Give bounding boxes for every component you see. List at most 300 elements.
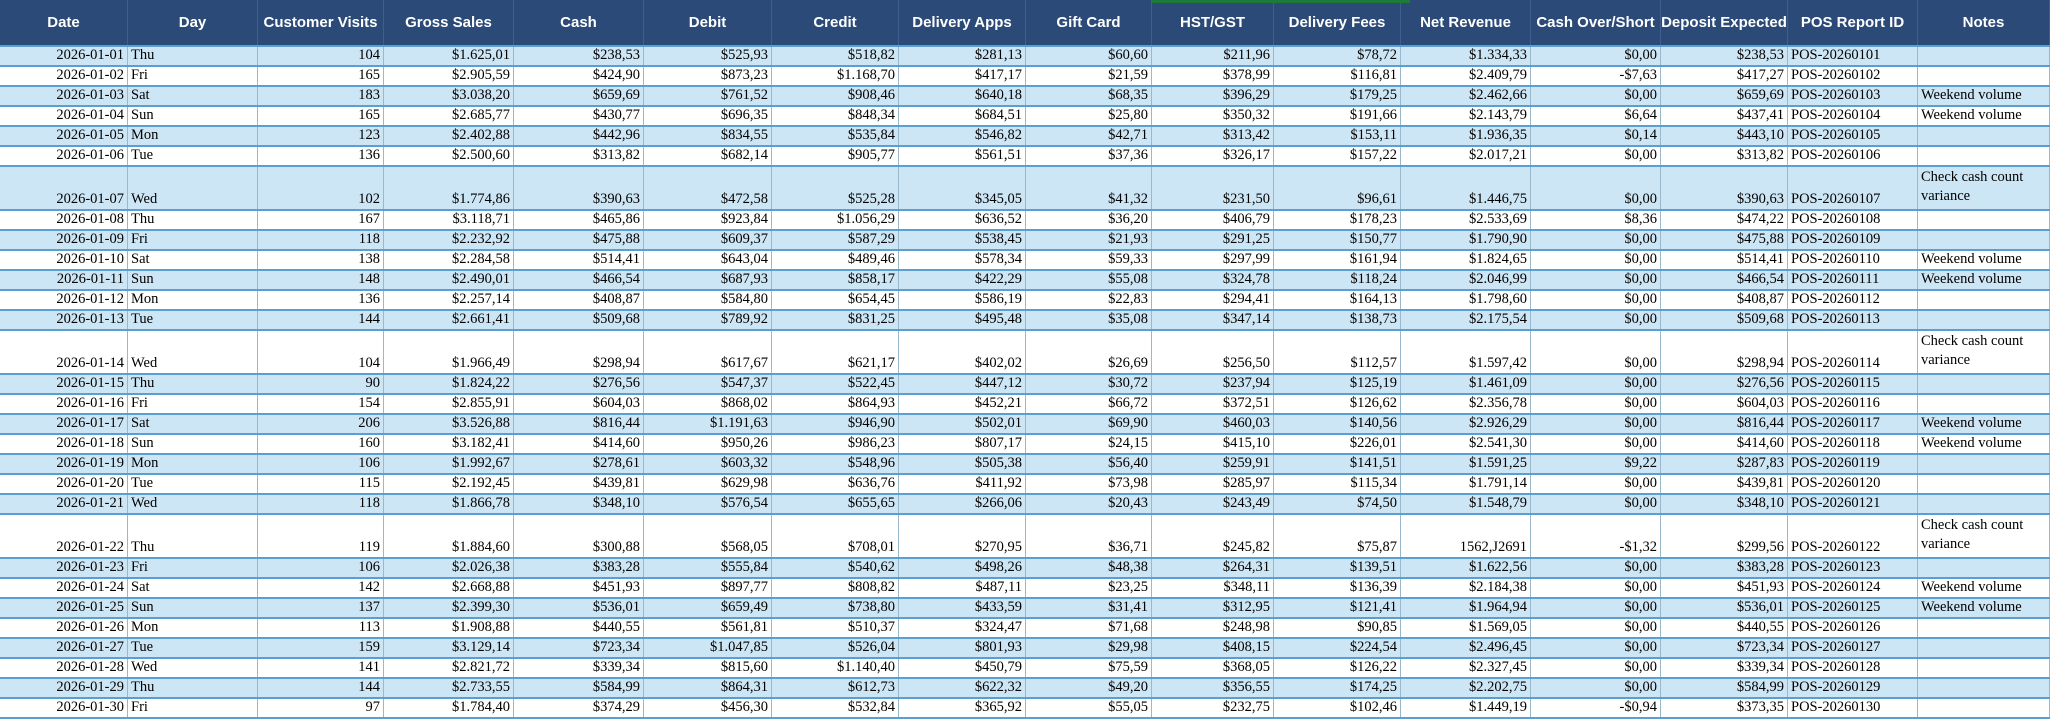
cell-gift-card[interactable]: $68,35 — [1026, 87, 1152, 105]
cell-delivery-fees[interactable]: $164,13 — [1274, 291, 1401, 309]
cell-gift-card[interactable]: $42,71 — [1026, 127, 1152, 145]
cell-cash-over-short[interactable]: $9,22 — [1531, 455, 1661, 473]
cell-notes[interactable] — [1918, 559, 2050, 577]
cell-hst-gst[interactable]: $406,79 — [1152, 211, 1274, 229]
cell-cash-over-short[interactable]: -$7,63 — [1531, 67, 1661, 85]
cell-gift-card[interactable]: $69,90 — [1026, 415, 1152, 433]
cell-credit[interactable]: $636,76 — [772, 475, 899, 493]
cell-delivery-fees[interactable]: $140,56 — [1274, 415, 1401, 433]
cell-net-revenue[interactable]: 1562,J2691 — [1401, 515, 1531, 557]
cell-date[interactable]: 2026-01-07 — [0, 167, 128, 209]
cell-gross-sales[interactable]: $2.402,88 — [384, 127, 514, 145]
cell-cash-over-short[interactable]: $0,00 — [1531, 87, 1661, 105]
cell-cash-over-short[interactable]: $0,00 — [1531, 231, 1661, 249]
cell-gross-sales[interactable]: $1.884,60 — [384, 515, 514, 557]
cell-cash[interactable]: $424,90 — [514, 67, 644, 85]
cell-pos-report-id[interactable]: POS-20260123 — [1788, 559, 1918, 577]
cell-pos-report-id[interactable]: POS-20260108 — [1788, 211, 1918, 229]
cell-credit[interactable]: $525,28 — [772, 167, 899, 209]
cell-credit[interactable]: $535,84 — [772, 127, 899, 145]
cell-net-revenue[interactable]: $2.926,29 — [1401, 415, 1531, 433]
cell-cash[interactable]: $374,29 — [514, 699, 644, 717]
cell-debit[interactable]: $659,49 — [644, 599, 772, 617]
cell-cash[interactable]: $408,87 — [514, 291, 644, 309]
cell-cash-over-short[interactable]: $0,00 — [1531, 311, 1661, 329]
cell-delivery-fees[interactable]: $126,22 — [1274, 659, 1401, 677]
column-header-gift-card[interactable]: Gift Card — [1026, 0, 1152, 45]
cell-cash[interactable]: $659,69 — [514, 87, 644, 105]
cell-delivery-fees[interactable]: $136,39 — [1274, 579, 1401, 597]
cell-gift-card[interactable]: $71,68 — [1026, 619, 1152, 637]
cell-gross-sales[interactable]: $3.118,71 — [384, 211, 514, 229]
column-header-delivery-apps[interactable]: Delivery Apps — [899, 0, 1026, 45]
cell-notes[interactable]: Weekend volume — [1918, 107, 2050, 125]
cell-gift-card[interactable]: $31,41 — [1026, 599, 1152, 617]
cell-cash[interactable]: $723,34 — [514, 639, 644, 657]
cell-hst-gst[interactable]: $396,29 — [1152, 87, 1274, 105]
cell-gift-card[interactable]: $29,98 — [1026, 639, 1152, 657]
cell-delivery-fees[interactable]: $178,23 — [1274, 211, 1401, 229]
cell-notes[interactable] — [1918, 619, 2050, 637]
cell-gross-sales[interactable]: $3.526,88 — [384, 415, 514, 433]
cell-credit[interactable]: $621,17 — [772, 331, 899, 373]
cell-delivery-fees[interactable]: $90,85 — [1274, 619, 1401, 637]
cell-debit[interactable]: $576,54 — [644, 495, 772, 513]
cell-net-revenue[interactable]: $2.175,54 — [1401, 311, 1531, 329]
cell-customer-visits[interactable]: 160 — [258, 435, 384, 453]
cell-customer-visits[interactable]: 167 — [258, 211, 384, 229]
cell-cash-over-short[interactable]: $0,00 — [1531, 659, 1661, 677]
cell-gross-sales[interactable]: $2.232,92 — [384, 231, 514, 249]
cell-debit[interactable]: $1.047,85 — [644, 639, 772, 657]
cell-debit[interactable]: $761,52 — [644, 87, 772, 105]
cell-cash[interactable]: $430,77 — [514, 107, 644, 125]
cell-day[interactable]: Fri — [128, 559, 258, 577]
cell-pos-report-id[interactable]: POS-20260130 — [1788, 699, 1918, 717]
cell-deposit-expected[interactable]: $723,34 — [1661, 639, 1788, 657]
cell-delivery-fees[interactable]: $139,51 — [1274, 559, 1401, 577]
cell-delivery-fees[interactable]: $126,62 — [1274, 395, 1401, 413]
cell-date[interactable]: 2026-01-30 — [0, 699, 128, 717]
cell-gross-sales[interactable]: $1.774,86 — [384, 167, 514, 209]
cell-cash-over-short[interactable]: $0,00 — [1531, 599, 1661, 617]
cell-delivery-apps[interactable]: $505,38 — [899, 455, 1026, 473]
column-header-pos-report-id[interactable]: POS Report ID — [1788, 0, 1918, 45]
cell-deposit-expected[interactable]: $474,22 — [1661, 211, 1788, 229]
cell-debit[interactable]: $923,84 — [644, 211, 772, 229]
cell-debit[interactable]: $525,93 — [644, 47, 772, 65]
cell-deposit-expected[interactable]: $439,81 — [1661, 475, 1788, 493]
cell-pos-report-id[interactable]: POS-20260119 — [1788, 455, 1918, 473]
cell-customer-visits[interactable]: 104 — [258, 331, 384, 373]
cell-cash[interactable]: $300,88 — [514, 515, 644, 557]
cell-delivery-fees[interactable]: $116,81 — [1274, 67, 1401, 85]
cell-pos-report-id[interactable]: POS-20260112 — [1788, 291, 1918, 309]
cell-delivery-apps[interactable]: $270,95 — [899, 515, 1026, 557]
cell-date[interactable]: 2026-01-10 — [0, 251, 128, 269]
cell-date[interactable]: 2026-01-03 — [0, 87, 128, 105]
cell-debit[interactable]: $834,55 — [644, 127, 772, 145]
cell-date[interactable]: 2026-01-18 — [0, 435, 128, 453]
cell-notes[interactable]: Weekend volume — [1918, 415, 2050, 433]
cell-delivery-apps[interactable]: $561,51 — [899, 147, 1026, 165]
cell-pos-report-id[interactable]: POS-20260125 — [1788, 599, 1918, 617]
cell-pos-report-id[interactable]: POS-20260117 — [1788, 415, 1918, 433]
cell-cash-over-short[interactable]: $0,00 — [1531, 395, 1661, 413]
cell-cash-over-short[interactable]: $0,00 — [1531, 559, 1661, 577]
column-header-debit[interactable]: Debit — [644, 0, 772, 45]
cell-cash-over-short[interactable]: $6,64 — [1531, 107, 1661, 125]
cell-notes[interactable] — [1918, 231, 2050, 249]
cell-gift-card[interactable]: $26,69 — [1026, 331, 1152, 373]
cell-day[interactable]: Mon — [128, 619, 258, 637]
cell-hst-gst[interactable]: $291,25 — [1152, 231, 1274, 249]
cell-date[interactable]: 2026-01-12 — [0, 291, 128, 309]
cell-hst-gst[interactable]: $372,51 — [1152, 395, 1274, 413]
cell-deposit-expected[interactable]: $287,83 — [1661, 455, 1788, 473]
cell-cash[interactable]: $276,56 — [514, 375, 644, 393]
cell-delivery-fees[interactable]: $125,19 — [1274, 375, 1401, 393]
cell-customer-visits[interactable]: 136 — [258, 291, 384, 309]
cell-debit[interactable]: $603,32 — [644, 455, 772, 473]
cell-gross-sales[interactable]: $2.668,88 — [384, 579, 514, 597]
cell-delivery-fees[interactable]: $174,25 — [1274, 679, 1401, 697]
cell-deposit-expected[interactable]: $238,53 — [1661, 47, 1788, 65]
cell-customer-visits[interactable]: 165 — [258, 107, 384, 125]
cell-pos-report-id[interactable]: POS-20260126 — [1788, 619, 1918, 637]
cell-day[interactable]: Thu — [128, 375, 258, 393]
cell-delivery-apps[interactable]: $433,59 — [899, 599, 1026, 617]
cell-cash[interactable]: $584,99 — [514, 679, 644, 697]
cell-net-revenue[interactable]: $2.202,75 — [1401, 679, 1531, 697]
cell-delivery-apps[interactable]: $495,48 — [899, 311, 1026, 329]
cell-day[interactable]: Sat — [128, 579, 258, 597]
cell-date[interactable]: 2026-01-21 — [0, 495, 128, 513]
cell-hst-gst[interactable]: $350,32 — [1152, 107, 1274, 125]
cell-cash-over-short[interactable]: $0,00 — [1531, 619, 1661, 637]
cell-gross-sales[interactable]: $1.625,01 — [384, 47, 514, 65]
cell-day[interactable]: Sat — [128, 415, 258, 433]
cell-pos-report-id[interactable]: POS-20260102 — [1788, 67, 1918, 85]
cell-hst-gst[interactable]: $259,91 — [1152, 455, 1274, 473]
cell-deposit-expected[interactable]: $536,01 — [1661, 599, 1788, 617]
cell-delivery-apps[interactable]: $586,19 — [899, 291, 1026, 309]
cell-hst-gst[interactable]: $313,42 — [1152, 127, 1274, 145]
cell-gift-card[interactable]: $20,43 — [1026, 495, 1152, 513]
cell-customer-visits[interactable]: 115 — [258, 475, 384, 493]
cell-date[interactable]: 2026-01-20 — [0, 475, 128, 493]
column-header-net-revenue[interactable]: Net Revenue — [1401, 0, 1531, 45]
cell-delivery-apps[interactable]: $498,26 — [899, 559, 1026, 577]
cell-delivery-fees[interactable]: $224,54 — [1274, 639, 1401, 657]
cell-hst-gst[interactable]: $408,15 — [1152, 639, 1274, 657]
cell-cash-over-short[interactable]: $0,00 — [1531, 291, 1661, 309]
cell-gross-sales[interactable]: $1.908,88 — [384, 619, 514, 637]
cell-notes[interactable]: Check cash count variance — [1918, 167, 2050, 209]
cell-delivery-apps[interactable]: $266,06 — [899, 495, 1026, 513]
cell-gross-sales[interactable]: $2.500,60 — [384, 147, 514, 165]
cell-debit[interactable]: $568,05 — [644, 515, 772, 557]
cell-cash-over-short[interactable]: $0,00 — [1531, 147, 1661, 165]
cell-pos-report-id[interactable]: POS-20260129 — [1788, 679, 1918, 697]
cell-gross-sales[interactable]: $1.824,22 — [384, 375, 514, 393]
cell-deposit-expected[interactable]: $659,69 — [1661, 87, 1788, 105]
cell-delivery-apps[interactable]: $411,92 — [899, 475, 1026, 493]
cell-deposit-expected[interactable]: $299,56 — [1661, 515, 1788, 557]
cell-pos-report-id[interactable]: POS-20260116 — [1788, 395, 1918, 413]
cell-debit[interactable]: $547,37 — [644, 375, 772, 393]
cell-debit[interactable]: $873,23 — [644, 67, 772, 85]
cell-cash[interactable]: $509,68 — [514, 311, 644, 329]
cell-gift-card[interactable]: $37,36 — [1026, 147, 1152, 165]
cell-delivery-fees[interactable]: $112,57 — [1274, 331, 1401, 373]
cell-net-revenue[interactable]: $1.548,79 — [1401, 495, 1531, 513]
cell-gift-card[interactable]: $36,20 — [1026, 211, 1152, 229]
cell-credit[interactable]: $526,04 — [772, 639, 899, 657]
cell-cash[interactable]: $298,94 — [514, 331, 644, 373]
cell-date[interactable]: 2026-01-19 — [0, 455, 128, 473]
cell-day[interactable]: Mon — [128, 127, 258, 145]
cell-notes[interactable] — [1918, 679, 2050, 697]
cell-notes[interactable] — [1918, 127, 2050, 145]
cell-debit[interactable]: $682,14 — [644, 147, 772, 165]
cell-cash-over-short[interactable]: $0,00 — [1531, 251, 1661, 269]
cell-cash[interactable]: $451,93 — [514, 579, 644, 597]
cell-day[interactable]: Fri — [128, 231, 258, 249]
cell-pos-report-id[interactable]: POS-20260104 — [1788, 107, 1918, 125]
cell-gross-sales[interactable]: $1.966,49 — [384, 331, 514, 373]
cell-hst-gst[interactable]: $324,78 — [1152, 271, 1274, 289]
cell-net-revenue[interactable]: $1.334,33 — [1401, 47, 1531, 65]
cell-cash-over-short[interactable]: $0,00 — [1531, 375, 1661, 393]
cell-delivery-fees[interactable]: $102,46 — [1274, 699, 1401, 717]
cell-cash-over-short[interactable]: $0,00 — [1531, 579, 1661, 597]
cell-net-revenue[interactable]: $1.936,35 — [1401, 127, 1531, 145]
column-header-notes[interactable]: Notes — [1918, 0, 2050, 45]
cell-gross-sales[interactable]: $2.905,59 — [384, 67, 514, 85]
cell-notes[interactable] — [1918, 147, 2050, 165]
cell-debit[interactable]: $456,30 — [644, 699, 772, 717]
column-header-date[interactable]: Date — [0, 0, 128, 45]
cell-delivery-apps[interactable]: $450,79 — [899, 659, 1026, 677]
cell-customer-visits[interactable]: 119 — [258, 515, 384, 557]
cell-cash[interactable]: $238,53 — [514, 47, 644, 65]
cell-gross-sales[interactable]: $2.490,01 — [384, 271, 514, 289]
cell-credit[interactable]: $808,82 — [772, 579, 899, 597]
cell-deposit-expected[interactable]: $443,10 — [1661, 127, 1788, 145]
cell-net-revenue[interactable]: $2.017,21 — [1401, 147, 1531, 165]
cell-deposit-expected[interactable]: $414,60 — [1661, 435, 1788, 453]
cell-debit[interactable]: $789,92 — [644, 311, 772, 329]
cell-net-revenue[interactable]: $1.446,75 — [1401, 167, 1531, 209]
cell-cash[interactable]: $466,54 — [514, 271, 644, 289]
cell-notes[interactable] — [1918, 67, 2050, 85]
cell-notes[interactable] — [1918, 699, 2050, 717]
cell-delivery-fees[interactable]: $161,94 — [1274, 251, 1401, 269]
cell-pos-report-id[interactable]: POS-20260101 — [1788, 47, 1918, 65]
cell-cash[interactable]: $536,01 — [514, 599, 644, 617]
cell-date[interactable]: 2026-01-15 — [0, 375, 128, 393]
cell-delivery-fees[interactable]: $78,72 — [1274, 47, 1401, 65]
cell-customer-visits[interactable]: 104 — [258, 47, 384, 65]
cell-cash-over-short[interactable]: $0,00 — [1531, 495, 1661, 513]
cell-day[interactable]: Sun — [128, 271, 258, 289]
cell-day[interactable]: Wed — [128, 331, 258, 373]
cell-date[interactable]: 2026-01-16 — [0, 395, 128, 413]
cell-pos-report-id[interactable]: POS-20260111 — [1788, 271, 1918, 289]
cell-net-revenue[interactable]: $2.409,79 — [1401, 67, 1531, 85]
cell-day[interactable]: Sun — [128, 599, 258, 617]
cell-day[interactable]: Tue — [128, 639, 258, 657]
cell-pos-report-id[interactable]: POS-20260105 — [1788, 127, 1918, 145]
cell-customer-visits[interactable]: 106 — [258, 559, 384, 577]
cell-gift-card[interactable]: $49,20 — [1026, 679, 1152, 697]
cell-deposit-expected[interactable]: $348,10 — [1661, 495, 1788, 513]
cell-pos-report-id[interactable]: POS-20260114 — [1788, 331, 1918, 373]
cell-net-revenue[interactable]: $2.356,78 — [1401, 395, 1531, 413]
cell-pos-report-id[interactable]: POS-20260109 — [1788, 231, 1918, 249]
cell-gift-card[interactable]: $55,08 — [1026, 271, 1152, 289]
cell-delivery-fees[interactable]: $179,25 — [1274, 87, 1401, 105]
cell-credit[interactable]: $540,62 — [772, 559, 899, 577]
cell-day[interactable]: Fri — [128, 699, 258, 717]
cell-pos-report-id[interactable]: POS-20260127 — [1788, 639, 1918, 657]
cell-notes[interactable] — [1918, 375, 2050, 393]
cell-credit[interactable]: $532,84 — [772, 699, 899, 717]
cell-net-revenue[interactable]: $1.798,60 — [1401, 291, 1531, 309]
cell-date[interactable]: 2026-01-04 — [0, 107, 128, 125]
cell-deposit-expected[interactable]: $339,34 — [1661, 659, 1788, 677]
cell-hst-gst[interactable]: $256,50 — [1152, 331, 1274, 373]
cell-gift-card[interactable]: $66,72 — [1026, 395, 1152, 413]
cell-cash-over-short[interactable]: $8,36 — [1531, 211, 1661, 229]
cell-delivery-apps[interactable]: $422,29 — [899, 271, 1026, 289]
cell-delivery-apps[interactable]: $417,17 — [899, 67, 1026, 85]
cell-gift-card[interactable]: $35,08 — [1026, 311, 1152, 329]
cell-gift-card[interactable]: $25,80 — [1026, 107, 1152, 125]
cell-cash-over-short[interactable]: $0,00 — [1531, 679, 1661, 697]
column-header-credit[interactable]: Credit — [772, 0, 899, 45]
cell-date[interactable]: 2026-01-25 — [0, 599, 128, 617]
cell-hst-gst[interactable]: $356,55 — [1152, 679, 1274, 697]
cell-day[interactable]: Sat — [128, 251, 258, 269]
cell-credit[interactable]: $858,17 — [772, 271, 899, 289]
cell-net-revenue[interactable]: $2.462,66 — [1401, 87, 1531, 105]
cell-day[interactable]: Fri — [128, 67, 258, 85]
cell-delivery-fees[interactable]: $141,51 — [1274, 455, 1401, 473]
cell-deposit-expected[interactable]: $475,88 — [1661, 231, 1788, 249]
cell-notes[interactable]: Weekend volume — [1918, 435, 2050, 453]
cell-cash-over-short[interactable]: $0,00 — [1531, 435, 1661, 453]
cell-day[interactable]: Tue — [128, 311, 258, 329]
cell-customer-visits[interactable]: 159 — [258, 639, 384, 657]
cell-debit[interactable]: $864,31 — [644, 679, 772, 697]
cell-cash-over-short[interactable]: $0,00 — [1531, 415, 1661, 433]
cell-delivery-apps[interactable]: $324,47 — [899, 619, 1026, 637]
cell-credit[interactable]: $548,96 — [772, 455, 899, 473]
cell-credit[interactable]: $654,45 — [772, 291, 899, 309]
cell-deposit-expected[interactable]: $276,56 — [1661, 375, 1788, 393]
cell-customer-visits[interactable]: 118 — [258, 495, 384, 513]
cell-date[interactable]: 2026-01-13 — [0, 311, 128, 329]
cell-gift-card[interactable]: $36,71 — [1026, 515, 1152, 557]
cell-day[interactable]: Mon — [128, 291, 258, 309]
cell-debit[interactable]: $617,67 — [644, 331, 772, 373]
cell-debit[interactable]: $815,60 — [644, 659, 772, 677]
cell-deposit-expected[interactable]: $383,28 — [1661, 559, 1788, 577]
cell-delivery-fees[interactable]: $121,41 — [1274, 599, 1401, 617]
cell-credit[interactable]: $1.056,29 — [772, 211, 899, 229]
cell-cash[interactable]: $278,61 — [514, 455, 644, 473]
cell-gross-sales[interactable]: $2.257,14 — [384, 291, 514, 309]
cell-deposit-expected[interactable]: $390,63 — [1661, 167, 1788, 209]
cell-net-revenue[interactable]: $2.327,45 — [1401, 659, 1531, 677]
cell-credit[interactable]: $831,25 — [772, 311, 899, 329]
cell-gross-sales[interactable]: $2.685,77 — [384, 107, 514, 125]
cell-cash[interactable]: $816,44 — [514, 415, 644, 433]
cell-day[interactable]: Wed — [128, 495, 258, 513]
cell-credit[interactable]: $522,45 — [772, 375, 899, 393]
cell-deposit-expected[interactable]: $373,35 — [1661, 699, 1788, 717]
cell-cash-over-short[interactable]: -$0,94 — [1531, 699, 1661, 717]
cell-day[interactable]: Tue — [128, 147, 258, 165]
cell-pos-report-id[interactable]: POS-20260124 — [1788, 579, 1918, 597]
cell-customer-visits[interactable]: 206 — [258, 415, 384, 433]
cell-delivery-apps[interactable]: $402,02 — [899, 331, 1026, 373]
cell-customer-visits[interactable]: 138 — [258, 251, 384, 269]
cell-net-revenue[interactable]: $1.790,90 — [1401, 231, 1531, 249]
cell-cash-over-short[interactable]: $0,00 — [1531, 167, 1661, 209]
cell-pos-report-id[interactable]: POS-20260106 — [1788, 147, 1918, 165]
cell-net-revenue[interactable]: $1.569,05 — [1401, 619, 1531, 637]
cell-customer-visits[interactable]: 136 — [258, 147, 384, 165]
cell-customer-visits[interactable]: 106 — [258, 455, 384, 473]
cell-date[interactable]: 2026-01-27 — [0, 639, 128, 657]
cell-gift-card[interactable]: $41,32 — [1026, 167, 1152, 209]
cell-pos-report-id[interactable]: POS-20260118 — [1788, 435, 1918, 453]
cell-delivery-fees[interactable]: $75,87 — [1274, 515, 1401, 557]
cell-pos-report-id[interactable]: POS-20260110 — [1788, 251, 1918, 269]
cell-delivery-apps[interactable]: $447,12 — [899, 375, 1026, 393]
cell-delivery-fees[interactable]: $115,34 — [1274, 475, 1401, 493]
column-header-gross-sales[interactable]: Gross Sales — [384, 0, 514, 45]
cell-pos-report-id[interactable]: POS-20260107 — [1788, 167, 1918, 209]
cell-debit[interactable]: $629,98 — [644, 475, 772, 493]
cell-gift-card[interactable]: $21,59 — [1026, 67, 1152, 85]
cell-gross-sales[interactable]: $2.733,55 — [384, 679, 514, 697]
cell-delivery-apps[interactable]: $487,11 — [899, 579, 1026, 597]
cell-cash[interactable]: $440,55 — [514, 619, 644, 637]
cell-credit[interactable]: $612,73 — [772, 679, 899, 697]
cell-pos-report-id[interactable]: POS-20260120 — [1788, 475, 1918, 493]
cell-net-revenue[interactable]: $1.824,65 — [1401, 251, 1531, 269]
cell-gross-sales[interactable]: $2.661,41 — [384, 311, 514, 329]
cell-deposit-expected[interactable]: $509,68 — [1661, 311, 1788, 329]
cell-notes[interactable] — [1918, 455, 2050, 473]
cell-gift-card[interactable]: $56,40 — [1026, 455, 1152, 473]
cell-gift-card[interactable]: $73,98 — [1026, 475, 1152, 493]
cell-deposit-expected[interactable]: $584,99 — [1661, 679, 1788, 697]
cell-date[interactable]: 2026-01-11 — [0, 271, 128, 289]
cell-debit[interactable]: $555,84 — [644, 559, 772, 577]
cell-notes[interactable] — [1918, 475, 2050, 493]
cell-delivery-fees[interactable]: $157,22 — [1274, 147, 1401, 165]
cell-gross-sales[interactable]: $1.866,78 — [384, 495, 514, 513]
cell-hst-gst[interactable]: $231,50 — [1152, 167, 1274, 209]
cell-hst-gst[interactable]: $237,94 — [1152, 375, 1274, 393]
cell-net-revenue[interactable]: $1.964,94 — [1401, 599, 1531, 617]
cell-delivery-apps[interactable]: $538,45 — [899, 231, 1026, 249]
